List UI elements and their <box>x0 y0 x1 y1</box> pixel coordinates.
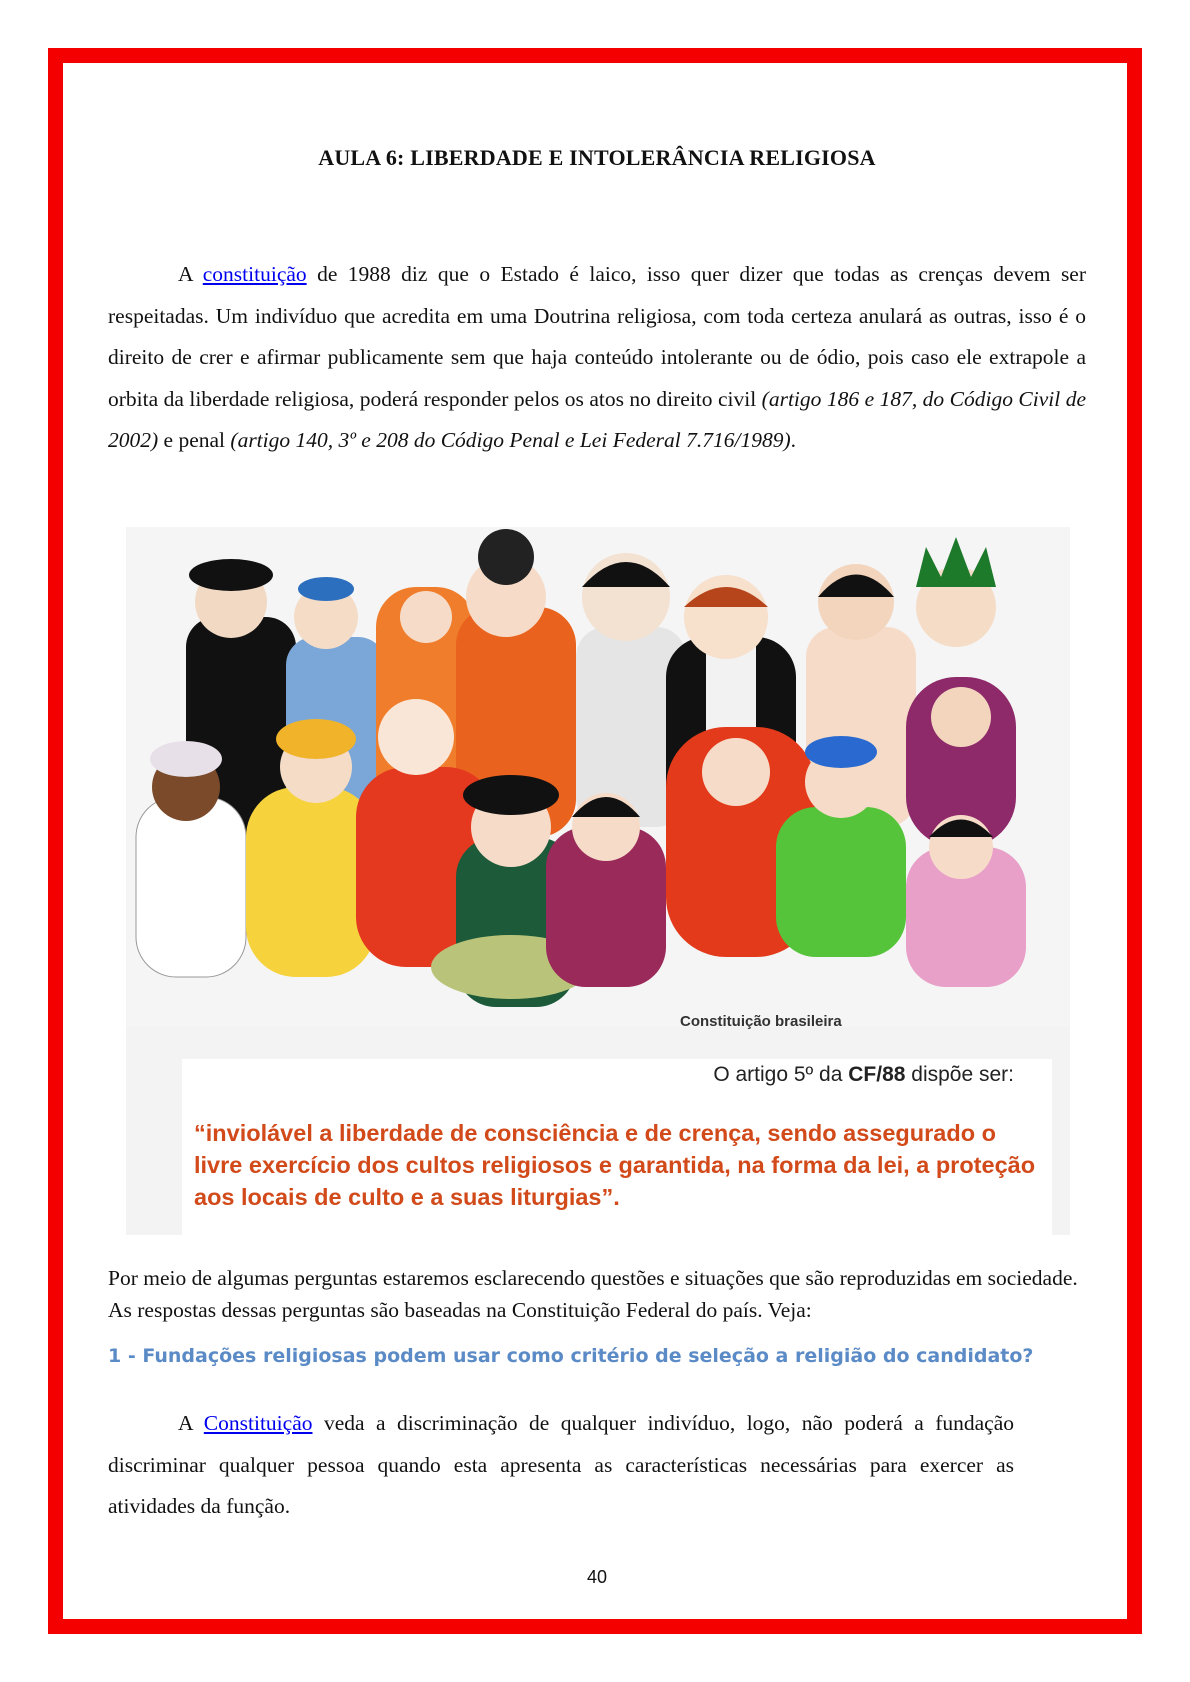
quote-intro: O artigo 5º da CF/88 dispõe ser: <box>713 1063 1014 1086</box>
penal-code-citation: (artigo 140, 3º e 208 do Código Penal e Lei Federal 7.716/1989) <box>230 428 791 452</box>
page-title: AULA 6: LIBERDADE E INTOLERÂNCIA RELIGIOSA <box>318 145 876 170</box>
constituicao-link[interactable]: constituição <box>202 262 307 286</box>
question-heading: 1 - Fundações religiosas podem usar como critério de seleção a religião do candidato? <box>108 1345 1034 1367</box>
religious-diversity-figure <box>126 527 1070 1235</box>
answer-paragraph: A Constituição veda a discriminação de qualquer indivíduo, logo, não poderá a fundação discriminar qualquer pessoa quando esta apresenta as características necessárias para exercer as atividades da função. <box>108 1411 1014 1518</box>
children-of-faiths-illustration <box>126 527 1070 1027</box>
figure-caption: Constituição brasileira <box>680 1013 842 1030</box>
intro-paragraph: A constituição de 1988 diz que o Estado é laico, isso quer dizer que todas as crenças devem ser respeitadas. Um indivíduo que acredita em uma Doutrina religiosa, com toda certeza anulará as outras, isso é o direito de crer e afirmar publicamente sem que haja conteúdo intolerante ou de ódio, pois caso ele extrapole a orbita da liberdade religiosa, poderá responder pelos os atos no direito civil (artigo 186 e 187, do Código Civil de 2002) e penal (artigo 140, 3º e 208 do Código Penal e Lei Federal 7.716/1989). <box>108 262 1087 452</box>
questions-intro-paragraph: Por meio de algumas perguntas estaremos esclarecendo questões e situações que são reproduzidas em sociedade. As respostas dessas perguntas são baseadas na Constituição Federal do país. Veja: <box>108 1266 1078 1322</box>
civil-code-citation: (artigo 186 e 187, do Código Civil de 2002) <box>108 386 1086 452</box>
constitution-article-quote: “inviolável a liberdade de consciência e de crença, sendo assegurado o livre exercício dos cultos religiosos e garantida, na forma da lei, a proteção aos locais de culto e a suas liturgias”. <box>194 1120 1036 1210</box>
constituicao-answer-link[interactable]: Constituição <box>203 1411 313 1435</box>
page-number: 40 <box>586 1567 608 1587</box>
